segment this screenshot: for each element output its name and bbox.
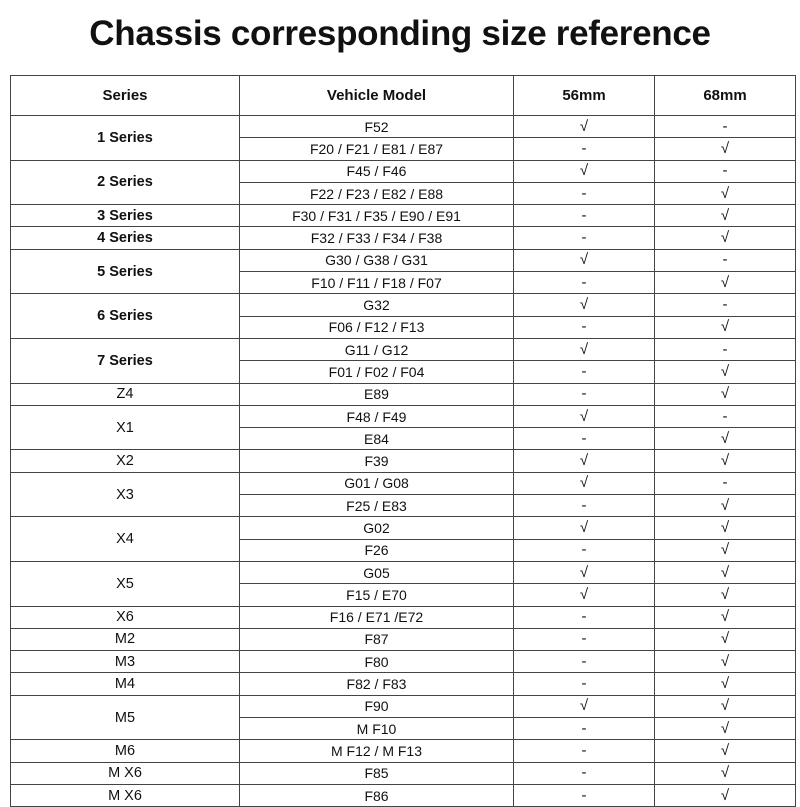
table-row — [11, 606, 796, 628]
header-56mm: 56mm — [514, 76, 655, 116]
table-body — [11, 116, 796, 807]
vehicle-model-cell: M F10 — [240, 718, 514, 740]
table-row — [11, 160, 796, 182]
fit-56mm-cell: - — [514, 495, 655, 517]
vehicle-model-cell: F48 / F49 — [240, 405, 514, 427]
vehicle-model-cell: F30 / F31 / F35 / E90 / E91 — [240, 205, 514, 227]
series-cell: M X6 — [11, 762, 240, 784]
table-row — [11, 628, 796, 650]
fit-56mm-cell: √ — [514, 116, 655, 138]
vehicle-model-cell: F01 / F02 / F04 — [240, 361, 514, 383]
header-vehicle-model: Vehicle Model — [240, 76, 514, 116]
page-title: Chassis corresponding size reference — [89, 14, 711, 53]
fit-56mm-cell: √ — [514, 517, 655, 539]
series-cell: 1 Series — [11, 116, 240, 161]
series-cell: X2 — [11, 450, 240, 472]
vehicle-model-cell: F85 — [240, 762, 514, 784]
fit-68mm-cell: √ — [655, 584, 796, 606]
fit-56mm-cell: - — [514, 718, 655, 740]
fit-68mm-cell: √ — [655, 673, 796, 695]
table-row — [11, 205, 796, 227]
vehicle-model-cell: F10 / F11 / F18 / F07 — [240, 272, 514, 294]
series-cell: 2 Series — [11, 160, 240, 205]
table-row — [11, 561, 796, 583]
table-row — [11, 762, 796, 784]
vehicle-model-cell: F90 — [240, 695, 514, 717]
fit-68mm-cell: √ — [655, 495, 796, 517]
fit-68mm-cell: - — [655, 294, 796, 316]
fit-56mm-cell: - — [514, 673, 655, 695]
fit-68mm-cell: √ — [655, 695, 796, 717]
table-row — [11, 227, 796, 249]
vehicle-model-cell: F86 — [240, 784, 514, 806]
table-row — [11, 450, 796, 472]
series-cell: X6 — [11, 606, 240, 628]
series-cell: X4 — [11, 517, 240, 562]
fit-68mm-cell: √ — [655, 628, 796, 650]
vehicle-model-cell: E84 — [240, 428, 514, 450]
fit-56mm-cell: - — [514, 383, 655, 405]
header-series: Series — [11, 76, 240, 116]
fit-68mm-cell: - — [655, 249, 796, 271]
series-cell: M6 — [11, 740, 240, 762]
vehicle-model-cell: F52 — [240, 116, 514, 138]
vehicle-model-cell: M F12 / M F13 — [240, 740, 514, 762]
fit-68mm-cell: - — [655, 472, 796, 494]
fit-68mm-cell: √ — [655, 539, 796, 561]
vehicle-model-cell: F45 / F46 — [240, 160, 514, 182]
table-row — [11, 472, 796, 494]
vehicle-model-cell: F32 / F33 / F34 / F38 — [240, 227, 514, 249]
fit-68mm-cell: √ — [655, 138, 796, 160]
fit-56mm-cell: - — [514, 361, 655, 383]
fit-68mm-cell: √ — [655, 182, 796, 204]
vehicle-model-cell: F39 — [240, 450, 514, 472]
fit-56mm-cell: - — [514, 784, 655, 806]
fit-68mm-cell: √ — [655, 272, 796, 294]
fit-68mm-cell: - — [655, 338, 796, 360]
fit-68mm-cell: √ — [655, 227, 796, 249]
fit-56mm-cell: - — [514, 606, 655, 628]
vehicle-model-cell: G32 — [240, 294, 514, 316]
fit-56mm-cell: - — [514, 539, 655, 561]
fit-56mm-cell: √ — [514, 584, 655, 606]
fit-56mm-cell: - — [514, 272, 655, 294]
fit-68mm-cell: √ — [655, 606, 796, 628]
vehicle-model-cell: E89 — [240, 383, 514, 405]
series-cell: X3 — [11, 472, 240, 517]
fit-56mm-cell: √ — [514, 561, 655, 583]
table-row — [11, 695, 796, 717]
fit-68mm-cell: √ — [655, 205, 796, 227]
fit-68mm-cell: √ — [655, 718, 796, 740]
fit-68mm-cell: √ — [655, 361, 796, 383]
vehicle-model-cell: F06 / F12 / F13 — [240, 316, 514, 338]
series-cell: 4 Series — [11, 227, 240, 249]
vehicle-model-cell: G02 — [240, 517, 514, 539]
series-cell: 5 Series — [11, 249, 240, 294]
fit-56mm-cell: - — [514, 227, 655, 249]
fit-56mm-cell: √ — [514, 472, 655, 494]
fit-68mm-cell: √ — [655, 428, 796, 450]
series-cell: M X6 — [11, 784, 240, 806]
table-row — [11, 294, 796, 316]
table-row — [11, 249, 796, 271]
vehicle-model-cell: G11 / G12 — [240, 338, 514, 360]
vehicle-model-cell: F25 / E83 — [240, 495, 514, 517]
vehicle-model-cell: G01 / G08 — [240, 472, 514, 494]
table-row — [11, 338, 796, 360]
table-row — [11, 116, 796, 138]
fit-68mm-cell: √ — [655, 383, 796, 405]
fit-56mm-cell: - — [514, 205, 655, 227]
fit-68mm-cell: √ — [655, 740, 796, 762]
fit-56mm-cell: √ — [514, 405, 655, 427]
table-row — [11, 405, 796, 427]
vehicle-model-cell: G05 — [240, 561, 514, 583]
vehicle-model-cell: G30 / G38 / G31 — [240, 249, 514, 271]
fit-56mm-cell: - — [514, 316, 655, 338]
fit-56mm-cell: √ — [514, 294, 655, 316]
fit-68mm-cell: √ — [655, 561, 796, 583]
fit-56mm-cell: √ — [514, 450, 655, 472]
series-cell: 3 Series — [11, 205, 240, 227]
fit-68mm-cell: √ — [655, 651, 796, 673]
series-cell: X1 — [11, 405, 240, 450]
vehicle-model-cell: F87 — [240, 628, 514, 650]
table-row — [11, 673, 796, 695]
chassis-size-table — [10, 75, 796, 807]
fit-56mm-cell: - — [514, 651, 655, 673]
series-cell: 6 Series — [11, 294, 240, 339]
fit-56mm-cell: - — [514, 428, 655, 450]
series-cell: M3 — [11, 651, 240, 673]
vehicle-model-cell: F22 / F23 / E82 / E88 — [240, 182, 514, 204]
fit-56mm-cell: - — [514, 138, 655, 160]
table-row — [11, 383, 796, 405]
fit-56mm-cell: √ — [514, 338, 655, 360]
fit-68mm-cell: - — [655, 405, 796, 427]
fit-56mm-cell: - — [514, 762, 655, 784]
fit-56mm-cell: √ — [514, 160, 655, 182]
fit-68mm-cell: √ — [655, 450, 796, 472]
vehicle-model-cell: F15 / E70 — [240, 584, 514, 606]
fit-68mm-cell: √ — [655, 316, 796, 338]
fit-68mm-cell: √ — [655, 517, 796, 539]
fit-68mm-cell: √ — [655, 784, 796, 806]
vehicle-model-cell: F16 / E71 /E72 — [240, 606, 514, 628]
series-cell: 7 Series — [11, 338, 240, 383]
fit-56mm-cell: √ — [514, 249, 655, 271]
fit-68mm-cell: √ — [655, 762, 796, 784]
vehicle-model-cell: F20 / F21 / E81 / E87 — [240, 138, 514, 160]
vehicle-model-cell: F26 — [240, 539, 514, 561]
series-cell: M2 — [11, 628, 240, 650]
table-row — [11, 740, 796, 762]
fit-56mm-cell: - — [514, 182, 655, 204]
table-header-row — [11, 76, 796, 116]
series-cell: X5 — [11, 561, 240, 606]
series-cell: Z4 — [11, 383, 240, 405]
series-cell: M4 — [11, 673, 240, 695]
series-cell: M5 — [11, 695, 240, 740]
vehicle-model-cell: F80 — [240, 651, 514, 673]
header-68mm: 68mm — [655, 76, 796, 116]
table-row — [11, 784, 796, 806]
fit-56mm-cell: - — [514, 740, 655, 762]
fit-68mm-cell: - — [655, 160, 796, 182]
fit-56mm-cell: √ — [514, 695, 655, 717]
table-row — [11, 517, 796, 539]
fit-68mm-cell: - — [655, 116, 796, 138]
vehicle-model-cell: F82 / F83 — [240, 673, 514, 695]
fit-56mm-cell: - — [514, 628, 655, 650]
table-row — [11, 651, 796, 673]
